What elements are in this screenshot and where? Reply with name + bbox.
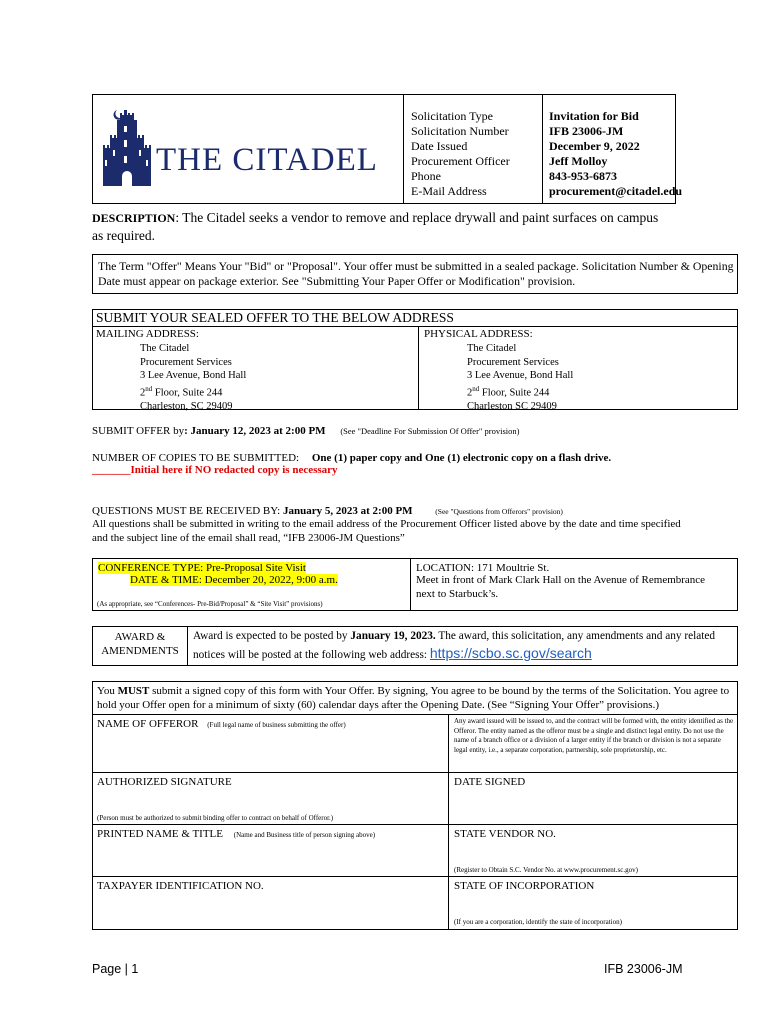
award-text xyxy=(193,628,733,664)
mailing-line: 2nd Floor, Suite 244 xyxy=(140,384,223,398)
description xyxy=(92,209,672,244)
conference-datetime: DATE & TIME: December 20, 2022, 9:00 a.m. xyxy=(130,574,338,586)
mailing-line: Procurement Services xyxy=(140,356,232,368)
taxpayer-id-label[interactable]: TAXPAYER IDENTIFICATION NO. xyxy=(97,880,264,892)
sealed-offer-title: SUBMIT YOUR SEALED OFFER TO THE BELOW ADDRESS xyxy=(96,310,454,325)
footer-ref: IFB 23006-JM xyxy=(604,962,683,976)
submit-offer-note: (See "Deadline For Submission Of Offer" provision) xyxy=(340,426,520,436)
award-link[interactable]: https://scbo.sc.gov/search xyxy=(429,645,592,661)
signature-intro-a: You xyxy=(97,685,118,697)
printed-name-label: PRINTED NAME & TITLE xyxy=(97,828,223,840)
label-solicitation-number: Solicitation Number xyxy=(411,124,509,138)
conference-location: LOCATION: 171 Moultrie St. xyxy=(416,562,550,574)
header-labels xyxy=(411,109,541,199)
submit-offer-value: : January 12, 2023 at 2:00 PM xyxy=(184,425,326,437)
value-email[interactable]: procurement@citadel.edu xyxy=(549,184,683,198)
mailing-address xyxy=(140,342,246,413)
name-of-offeror[interactable] xyxy=(97,717,445,731)
conference-type: CONFERENCE TYPE: Pre-Proposal Site Visit xyxy=(98,562,306,574)
physical-line: Procurement Services xyxy=(467,356,559,368)
mailing-line: 3 Lee Avenue, Bond Hall xyxy=(140,370,247,381)
description-label: DESCRIPTION xyxy=(92,211,176,225)
signature-intro xyxy=(97,684,733,712)
printed-name-note: (Name and Business title of person signing above) xyxy=(233,831,376,839)
value-solicitation-type: Invitation for Bid xyxy=(549,109,639,123)
authorized-signature-note: (Person must be authorized to submit binding offer to contract on behalf of Offeror.) xyxy=(97,814,334,822)
value-date-issued: December 9, 2022 xyxy=(549,139,640,153)
date-signed-label[interactable]: DATE SIGNED xyxy=(454,776,526,788)
physical-line: The Citadel xyxy=(467,343,517,354)
copies-label: NUMBER OF COPIES TO BE SUBMITTED: xyxy=(92,452,300,464)
questions-note: (See "Questions from Offerors" provision) xyxy=(435,507,563,516)
value-phone: 843-953-6873 xyxy=(549,169,617,183)
state-incorporation-note: (If you are a corporation, identify the state of incorporation) xyxy=(454,918,622,926)
award-entity-note: Any award issued will be issued to, and the contract will be formed with, the entity identified as the Offeror. The entity named as the offeror must be a single and distinct legal entity. Do not use the name of a branch office or a division of a larger entity if the branch or division is not a separate legal entity, i.e., a separate corporation, partnership, sole proprietorship, etc. xyxy=(454,717,734,754)
mailing-address-label: MAILING ADDRESS: xyxy=(96,328,199,340)
questions-text: All questions shall be submitted in writing to the email address of the Procurement Officer listed above by the date and time specified and the subject line of the email shall read, “IFB 23006-JM Questions” xyxy=(92,518,681,544)
state-incorporation-label[interactable]: STATE OF INCORPORATION xyxy=(454,880,595,892)
physical-line: 3 Lee Avenue, Bond Hall xyxy=(467,370,574,381)
authorized-signature-label[interactable]: AUTHORIZED SIGNATURE xyxy=(97,776,232,788)
label-email: E-Mail Address xyxy=(411,184,487,198)
physical-address-label: PHYSICAL ADDRESS: xyxy=(424,328,533,340)
physical-line: Charleston SC 29409 xyxy=(467,400,557,412)
citadel-logo xyxy=(100,104,390,196)
name-of-offeror-note: (Full legal name of business submitting the offer) xyxy=(207,721,346,729)
physical-line: 2nd Floor, Suite 244 xyxy=(467,384,550,398)
mailing-line: The Citadel xyxy=(140,343,190,354)
award-text-a: Award is expected to be posted by xyxy=(193,630,351,642)
label-date-issued: Date Issued xyxy=(411,139,468,153)
submit-offer xyxy=(92,424,732,438)
signature-intro-b: submit a signed copy of this form with Your Offer. By signing, You agree to be bound by the terms of the Solicitation. You agree to hold your Offer open for a minimum of sixty (60) calendar days after the Opening Date. (See “Signing Your Offer” provisions.) xyxy=(97,685,730,711)
mailing-line: Charleston, SC 29409 xyxy=(140,400,233,412)
initial-line[interactable]: _______Initial here if NO redacted copy is necessary xyxy=(92,464,338,476)
logo-text: THE CITADEL xyxy=(156,142,378,178)
header-values xyxy=(549,109,683,199)
name-of-offeror-label: NAME OF OFFEROR xyxy=(97,718,199,730)
copies-value: One (1) paper copy and One (1) electronic copy on a flash drive. xyxy=(311,452,612,464)
physical-address xyxy=(467,342,573,413)
state-vendor-note: (Register to Obtain S.C. Vendor No. at www.procurement.sc.gov) xyxy=(454,866,638,874)
description-text: : The Citadel seeks a vendor to remove and replace drywall and paint surfaces on campus as required. xyxy=(92,210,659,243)
label-phone: Phone xyxy=(411,169,441,183)
state-vendor-label[interactable]: STATE VENDOR NO. xyxy=(454,828,556,840)
questions-value: January 5, 2023 at 2:00 PM xyxy=(283,505,413,517)
value-solicitation-number: IFB 23006-JM xyxy=(549,124,624,138)
page-number: Page | 1 xyxy=(92,962,139,976)
submit-offer-label: SUBMIT OFFER by xyxy=(92,425,185,437)
conference-meet: Meet in front of Mark Clark Hall on the Avenue of Remembrance next to Starbuck’s. xyxy=(416,574,706,600)
printed-name[interactable] xyxy=(97,827,445,841)
conference-datetime-wrap xyxy=(130,573,338,587)
questions-label: QUESTIONS MUST BE RECEIVED BY: xyxy=(92,505,281,517)
award-label: AWARD & AMENDMENTS xyxy=(101,631,179,657)
award-date: January 19, 2023. xyxy=(350,630,436,642)
signature-must: MUST xyxy=(117,685,150,697)
value-procurement-officer: Jeff Molloy xyxy=(549,154,608,168)
offer-note: The Term "Offer" Means Your "Bid" or "Proposal". Your offer must be submitted in a sealed package. Solicitation Number & Opening Date must appear on package exterior. See "Submitting Your Paper Offer or Modification" provision. xyxy=(98,259,734,288)
award-text-b: The award, this solicitation, any amendments and any related notices will be posted at the following web address: xyxy=(193,630,716,661)
conference-note: (As appropriate, see “Conferences- Pre-Bid/Proposal” & “Site Visit” provisions) xyxy=(97,600,323,608)
label-procurement-officer: Procurement Officer xyxy=(411,154,510,168)
label-solicitation-type: Solicitation Type xyxy=(411,109,493,123)
